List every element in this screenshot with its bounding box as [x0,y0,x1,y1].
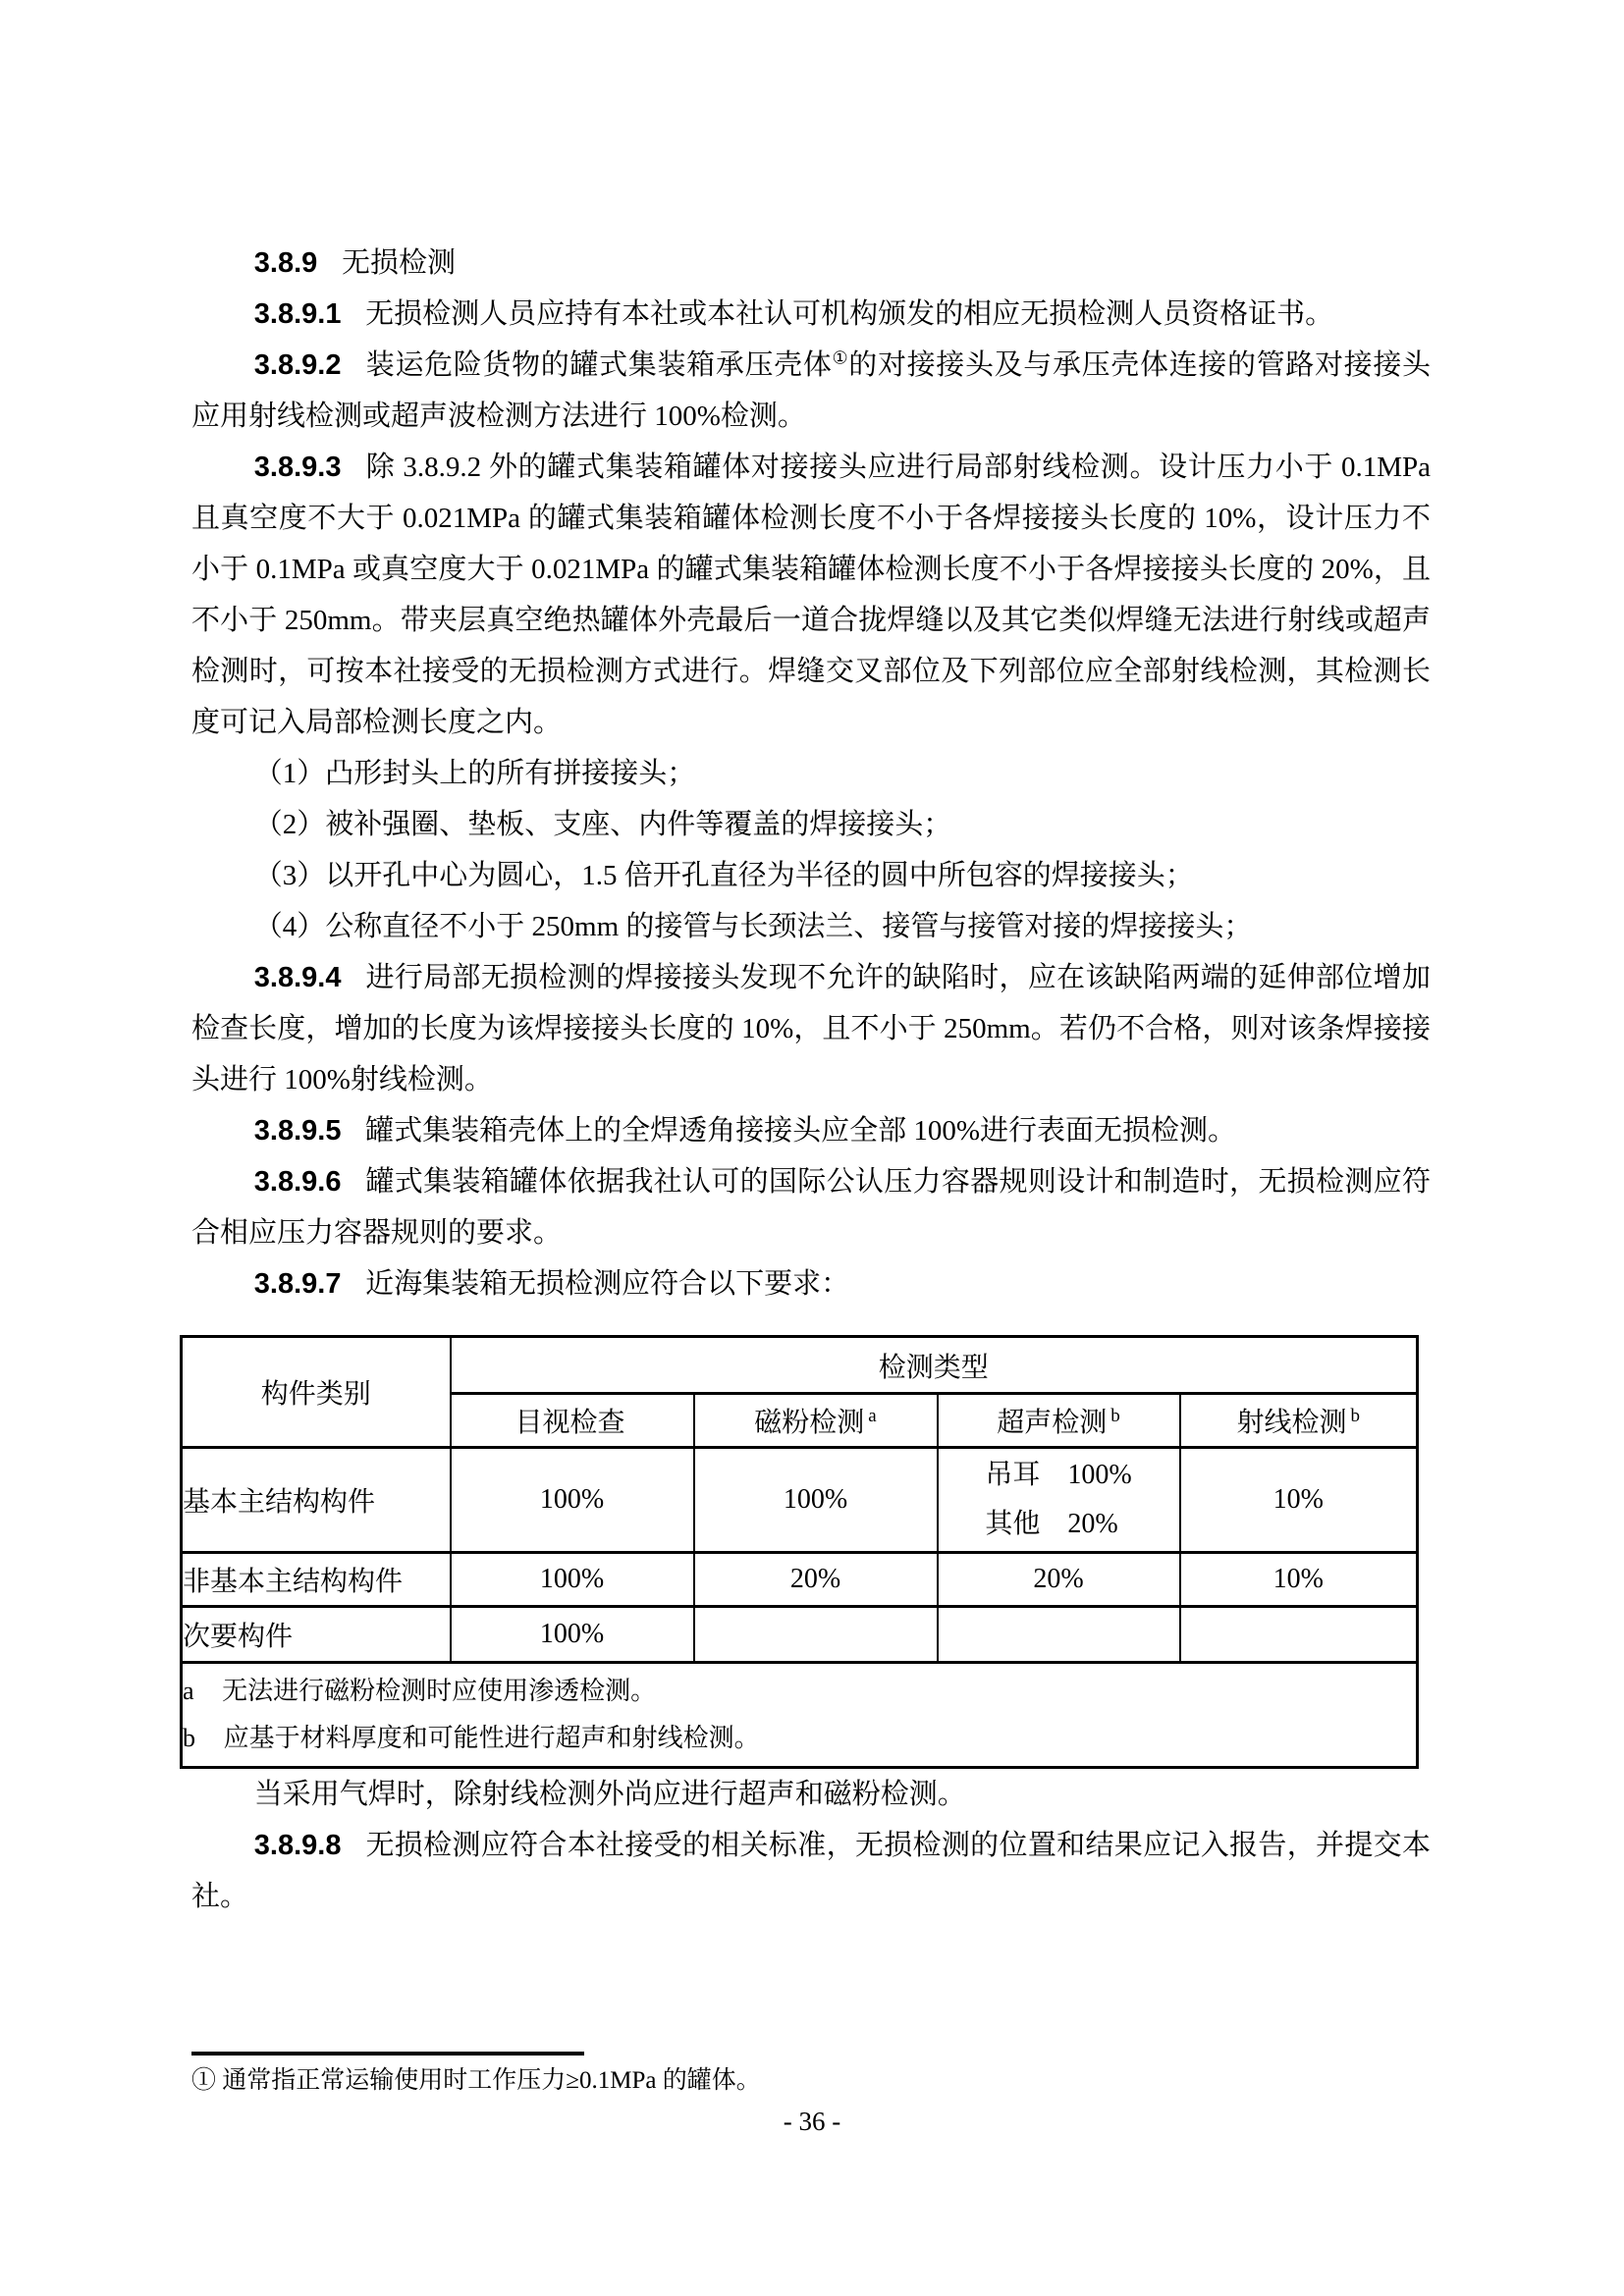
section-number: 3.8.9.1 [253,298,342,330]
table-notes-cell [182,1663,1418,1768]
list-item-text: （2）被补强圈、垫板、支座、内件等覆盖的焊接接头； [253,809,952,840]
column-header-visual [451,1394,694,1448]
ultrasonic-cell: 20% [938,1553,1180,1607]
table-header-row-1 [182,1337,1418,1394]
column-header-radiographic [1180,1394,1418,1448]
paragraph-3-8-9-1 [191,289,1431,340]
paragraph-3-8-9-7 [191,1258,1431,1309]
numbered-list [191,748,1431,952]
section-number: 3.8.9.3 [253,452,342,483]
column-header-sup: b [1350,1405,1361,1426]
component-category-header: 构件类别 [182,1337,451,1448]
list-item [191,799,1431,850]
category-cell: 非基本主结构构件 [182,1553,451,1607]
column-header-magnetic [694,1394,938,1448]
paragraph-text: 罐式集装箱罐体依据我社认可的国际公认压力容器规则设计和制造时，无损检测应符合相应压力容器规则的要求。 [191,1166,1431,1249]
note-marker: b [183,1724,195,1752]
list-item [191,901,1431,952]
list-item-text: （4）公称直径不小于 250mm 的接管与长颈法兰、接管与接管对接的焊接接头； [253,911,1253,942]
inspection-requirements-table [180,1335,1419,1769]
note-marker: a [183,1677,194,1705]
table-row-primary-structure [182,1448,1418,1553]
section-number: 3.8.9.8 [253,1830,342,1861]
ultrasonic-sub-values [985,1451,1131,1549]
paragraph-text: 进行局部无损检测的焊接接头发现不允许的缺陷时，应在该缺陷两端的延伸部位增加检查长度，增加的长度为该焊接接头长度的 10%，且不小于 250mm。若仍不合格，则对该条焊接接头进行 100%射线检测。 [191,962,1431,1095]
footnote-area [191,2052,1431,2098]
table-row-non-primary-structure [182,1553,1418,1607]
ultrasonic-line: 吊耳 100% [985,1460,1132,1490]
inspection-type-group-header: 检测类型 [451,1337,1418,1394]
column-header-label: 磁粉检测 [754,1408,865,1438]
visual-cell: 100% [451,1448,694,1553]
table-notes-row [182,1663,1418,1768]
radiographic-cell [1180,1607,1418,1663]
heading-number: 3.8.9 [253,247,318,279]
section-number: 3.8.9.5 [253,1115,342,1147]
paragraph-3-8-9-8 [191,1820,1431,1922]
footnote-text: ① 通常指正常运输使用时工作压力≥0.1MPa 的罐体。 [191,2067,761,2094]
section-number: 3.8.9.2 [253,349,342,381]
magnetic-cell: 100% [694,1448,938,1553]
gas-welding-note [191,1769,1431,1820]
paragraph-3-8-9-2 [191,340,1431,442]
radiographic-cell: 10% [1180,1553,1418,1607]
column-header-ultrasonic [938,1394,1180,1448]
visual-cell: 100% [451,1607,694,1663]
heading-title: 无损检测 [341,247,456,279]
paragraph-text: 当采用气焊时，除射线检测外尚应进行超声和磁粉检测。 [253,1779,966,1810]
list-item-text: （3）以开孔中心为圆心，1.5 倍开孔直径为半径的圆中所包容的焊接接头； [253,860,1194,891]
column-header-sup: b [1110,1405,1120,1426]
footnote-separator [191,2052,584,2056]
paragraph-3-8-9-5 [191,1105,1431,1156]
paragraph-3-8-9-3 [191,442,1431,748]
paragraph-text: 无损检测应符合本社接受的相关标准，无损检测的位置和结果应记入报告，并提交本社。 [191,1830,1431,1912]
table-note-a [183,1668,1416,1715]
note-text: 应基于材料厚度和可能性进行超声和射线检测。 [223,1724,760,1752]
paragraph-text: 除 3.8.9.2 外的罐式集装箱罐体对接接头应进行局部射线检测。设计压力小于 0.1MPa 且真空度不大于 0.021MPa 的罐式集装箱罐体检测长度不小于各焊接接头长度的 10%，设计压力不小于 0.1MPa 或真空度大于 0.021MPa 的罐式集装箱罐体检测长度不小于各焊接接头长度的 20%，且不小于 250mm。带夹层真空绝热罐体外壳最后一道合拢焊缝以及其它类似焊缝无法进行射线或超声检测时，可按本社接受的无损检测方式进行。焊缝交叉部位及下列部位应全部射线检测，其检测长度可记入局部检测长度之内。 [191,452,1431,738]
radiographic-cell: 10% [1180,1448,1418,1553]
section-number: 3.8.9.6 [253,1166,342,1198]
section-number: 3.8.9.4 [253,962,342,993]
magnetic-cell [694,1607,938,1663]
list-item [191,850,1431,901]
footnote-reference-mark: ① [832,347,849,368]
list-item-text: （1）凸形封头上的所有拼接接头； [253,758,696,789]
category-cell: 次要构件 [182,1607,451,1663]
page-number: - 36 - [783,2107,841,2136]
column-header-label: 目视检查 [514,1408,625,1438]
table-row-secondary-members [182,1607,1418,1663]
paragraph-text: 的对接接头及与承压壳体连接的管路对接接头应用射线检测或超声波检测方法进行 100%检测。 [191,349,1431,432]
ultrasonic-cell [938,1448,1180,1553]
paragraph-text: 近海集装箱无损检测应符合以下要求： [365,1268,850,1300]
paragraph-text: 装运危险货物的罐式集装箱承压壳体 [365,349,833,381]
column-header-sup: a [868,1405,877,1426]
column-header-label: 超声检测 [997,1408,1108,1438]
column-header-label: 射线检测 [1236,1408,1347,1438]
list-item [191,748,1431,799]
visual-cell: 100% [451,1553,694,1607]
paragraph-text: 无损检测人员应持有本社或本社认可机构颁发的相应无损检测人员资格证书。 [365,298,1334,330]
category-cell: 基本主结构构件 [182,1448,451,1553]
section-heading [191,238,1431,289]
paragraph-3-8-9-4 [191,952,1431,1105]
table-note-b [183,1715,1416,1762]
magnetic-cell: 20% [694,1553,938,1607]
note-text: 无法进行磁粉检测时应使用渗透检测。 [222,1677,657,1705]
paragraph-text: 罐式集装箱壳体上的全焊透角接接头应全部 100%进行表面无损检测。 [365,1115,1237,1147]
paragraph-3-8-9-6 [191,1156,1431,1258]
ultrasonic-cell [938,1607,1180,1663]
section-number: 3.8.9.7 [253,1268,342,1300]
ultrasonic-line: 其他 20% [985,1509,1118,1539]
